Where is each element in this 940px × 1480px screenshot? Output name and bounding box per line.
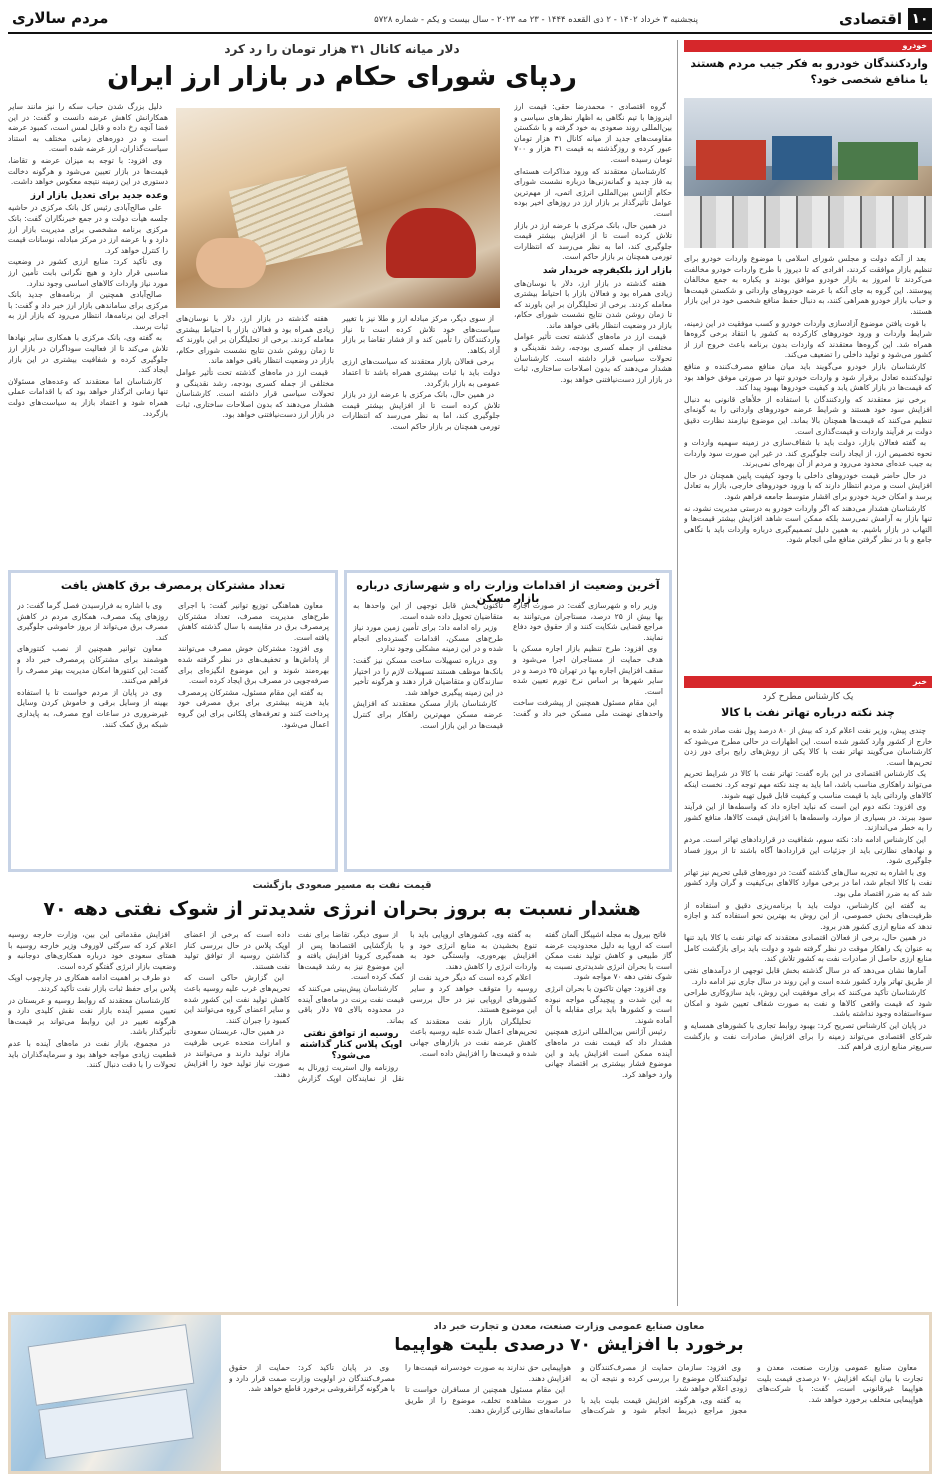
side-bottom-tag-bar <box>684 676 932 688</box>
paragraph: وی افزود: نکته دوم این است که نباید اجازه داد که واسطه‌ها از این فرآیند سود ببرند. در بسیاری از موارد، واسطه‌ها با افزایش قیمت کالاها، منافع کشور را به خطر می‌اندازند. <box>684 802 932 833</box>
page-header <box>8 6 932 34</box>
oil-subhead: روسیه از توافق نفتی اوپک پلاس کنار گذاشته می‌شود؟ <box>299 1029 403 1061</box>
housing-title: آخرین وضعیت از اقدامات وزارت راه و شهرسازی درباره بازار مسکن <box>356 579 660 605</box>
paragraph: آمارها نشان می‌دهد که در سال گذشته بخش قابل توجهی از درآمدهای نفتی از طریق تهاتر وارد کشور شده است و این روند در سال جاری نیز ادامه دارد. <box>684 966 932 986</box>
oil-title: هشدار نسبت به بروز بحران انرژی شدیدتر از شوک نفتی دهه ۷۰ <box>43 898 641 920</box>
paragraph: برخی فعالان بازار معتقدند که سیاست‌های ارزی دولت باید با ثبات بیشتری همراه باشد تا اعتماد عمومی به بازار بازگردد. <box>342 357 500 388</box>
paragraph: وی افزود: سازمان حمایت از مصرف‌کنندگان و تولیدکنندگان موضوع را بررسی کرده و نتیجه آن به زودی اعلام خواهد شد. <box>581 1363 747 1394</box>
electric-body <box>17 601 329 865</box>
paragraph: در همین حال، برخی از فعالان اقتصادی معتقدند که تهاتر نفت با کالا باید تنها به عنوان یک راهکار موقت در نظر گرفته شود و دولت باید برای بازگشت کامل منابع ارزی حاصل از صادرات نفت به کشور تلاش کند. <box>684 933 932 964</box>
paragraph: به گفته این کارشناس، دولت باید با برنامه‌ریزی دقیق و استفاده از ظرفیت‌های بخش خصوصی، از این روش به بهترین نحو استفاده کند و اجازه ندهد که منابع ارزی کشور هدر برود. <box>684 900 932 931</box>
flight-kicker: معاون صنایع عمومی وزارت صنعت، معدن و تجارت خبر داد <box>433 1321 705 1332</box>
paragraph: این کارشناس ادامه داد: نکته سوم، شفافیت در قراردادهای تهاتر است. مردم و نهادهای نظارتی باید از جزئیات این قراردادها آگاه باشند تا از بروز فساد جلوگیری شود. <box>684 834 932 866</box>
paragraph: برخی نیز معتقدند که واردکنندگان با استفاده از خلأهای قانونی به دنبال افزایش سود خود هستند و شرایط عرضه خودروهای وارداتی را به گونه‌ای تنظیم می‌کنند که قیمت‌ها همچنان بالا بماند. این موضوع نیازمند نظارت دقیق دولت بر فرآیند واردات و قیمت‌گذاری است. <box>684 394 932 436</box>
newspaper-name: مردم سالاری <box>12 9 109 27</box>
paragraph: رئیس آژانس بین‌المللی انرژی همچنین هشدار داد که قیمت نفت در ماه‌های آینده ممکن است افزایش یابد و این موضوع فشار بیشتری بر اقتصاد جهانی وارد خواهد کرد. <box>545 1027 672 1079</box>
paragraph: به گفته فعالان بازار، دولت باید با شفاف‌سازی در زمینه سهمیه واردات و نحوه تخصیص ارز، از ایجاد رانت جلوگیری کند. در غیر این صورت سود واردات به جیب عده‌ای محدود می‌رود و مردم از آن بهره‌ای نمی‌برند. <box>684 438 932 469</box>
side-bottom-title: چند نکته درباره تهاتر نفت با کالا <box>721 706 895 719</box>
paragraph: فاتح بیرول به مجله اشپیگل آلمان گفته است که اروپا به دلیل محدودیت عرضه گاز طبیعی و کاهش تولید نفت ممکن است با بحران انرژی شدیدتری نسبت به شوک نفتی دهه ۷۰ مواجه شود. <box>545 930 672 982</box>
side-top-tag-bar <box>684 40 932 52</box>
paragraph: وزیر راه و شهرسازی گفت: در صورت اجاره بها بیش از ۲۵ درصد، مستاجران می‌توانند به مراجع قضایی شکایت کنند و از حقوق خود دفاع نمایند. <box>513 601 663 642</box>
paragraph: کارشناسان بازار مسکن معتقدند که افزایش عرضه مسکن مهم‌ترین راهکار برای کنترل قیمت‌ها در این بازار است. <box>353 699 503 730</box>
lead-title: ردپای شورای حکام در بازار ارز ایران <box>107 62 577 92</box>
section-name: اقتصادی <box>839 10 902 28</box>
photo-hand <box>196 238 266 288</box>
side-top-title: واردکنندگان خودرو به فکر جیب مردم هستند یا منافع شخصی خود؟ <box>690 57 928 86</box>
car-import-photo <box>684 98 932 248</box>
housing-box <box>344 570 672 872</box>
paragraph: به گفته وی، هرگونه افزایش قیمت بلیت باید با مجوز مراجع ذیربط انجام شود و شرکت‌های هواپیمایی حق ندارند به صورت خودسرانه قیمت‌ها را افزایش دهند. <box>405 1363 747 1416</box>
oil-article <box>8 878 672 1306</box>
photo-container <box>772 136 832 180</box>
side-bottom-body <box>684 726 932 1304</box>
boarding-pass-photo <box>11 1315 221 1471</box>
paragraph: صالح‌آبادی همچنین از برنامه‌های جدید بانک مرکزی برای ساماندهی بازار ارز خبر داد و گفت: با اجرای این برنامه‌ها، انتظار می‌رود که بازار ارز به ثبات برسد. <box>8 290 168 331</box>
side-top-article <box>684 40 932 670</box>
lead-subhead-2: وعده جدید برای تعدیل بازار ارز <box>30 190 168 201</box>
paragraph: با قوت یافتن موضوع آزادسازی واردات خودرو و کسب موفقیت در این زمینه، شرایط واردات و ورود خودروهای کارکرده به کشور با انتقاد برخی گروه‌ها همراه شد. این گروه‌ها معتقدند که واردات بدون برنامه باعث خروج ارز از کشور می‌شود و تولید داخلی را تضعیف می‌کند. <box>684 318 932 360</box>
paragraph: وزیر راه ادامه داد: برای تأمین زمین مورد نیاز طرح‌های مسکن، اقدامات گسترده‌ای انجام شده و در این زمینه مشکلی وجود ندارد. <box>353 623 503 654</box>
lead-body-mid <box>176 314 500 560</box>
paragraph: به گفته این مقام مسئول، مشترکان پرمصرف باید هزینه بیشتری برای برق مصرفی خود پرداخت کنند و تعرفه‌های پلکانی برای این گروه اعمال می‌شود. <box>178 687 329 729</box>
electric-title: تعداد مشترکان پرمصرف برق کاهش یافت <box>60 579 286 592</box>
side-bottom-tag: خبر <box>908 676 932 687</box>
paragraph: بعد از آنکه دولت و مجلس شورای اسلامی با موضوع واردات خودرو برای تنظیم بازار موافقت کردند، افرادی که تا دیروز با طرح واردات خودرو مخالفت می‌کردند تا امروز به بازار خودرو موافق بودند و یکباره به جمع مخالفان پیوستند. این گروه به جای آنکه با عرضه خودروهای وارداتی و شکستن قیمت‌ها و حباب بازار خودرو همراهی کنند، به دنبال حفظ منافع شخصی خود در این بازار هستند. <box>684 254 932 316</box>
oil-body-left <box>8 930 176 1306</box>
lead-body-right <box>514 102 672 560</box>
paragraph: وی با اشاره به تجربه سال‌های گذشته گفت: در دوره‌های قبلی تحریم نیز تهاتر نفت با کالا انجام شد، اما در برخی موارد کالاهای بی‌کیفیت و گران وارد کشور شد که به ضرر اقتصاد ملی بود. <box>684 867 932 898</box>
paragraph: هفته گذشته در بازار ارز، دلار با نوسان‌های زیادی همراه بود و فعالان بازار با احتیاط بیشتری معامله کردند. برخی از تحلیلگران بر این باورند که تا زمان روشن شدن نتایج نشست شورای حکام، بازار در وضعیت انتظار باقی خواهد ماند. <box>514 278 672 330</box>
flight-article <box>8 1312 932 1474</box>
paragraph: به گفته وی، بانک مرکزی با همکاری سایر نهادها تلاش می‌کند تا از فعالیت سوداگران در بازار ارز جلوگیری کرده و شفافیت بیشتری در این بازار ایجاد کند. <box>8 333 168 375</box>
photo-container <box>838 142 918 180</box>
paragraph: این گزارش حاکی است که تحریم‌های غرب علیه روسیه باعث کاهش تولید نفت این کشور شده و سایر اعضای گروه می‌توانند این کمبود را جبران کنند. <box>184 973 290 1025</box>
housing-body <box>353 601 663 865</box>
paragraph: دلیل بزرگ شدن حباب سکه را نیز مانند سایر همکارانش کاهش عرضه دانست و گفت: در این فضا آنچه رخ داده و قابل لمس است، کمبود عرضه است و در دوره‌های زمانی مختلف به استناد سیاست‌گذاران، ارز عرضه شده است. <box>8 102 168 154</box>
paragraph: کارشناسان اما معتقدند که وعده‌های مسئولان تنها زمانی اثرگذار خواهد بود که با اقدامات عملی همراه شود و اعتماد بازار به سیاست‌های دولت بازگردد. <box>8 376 168 418</box>
oil-kicker: قیمت نفت به مسیر صعودی بازگشت <box>252 880 432 891</box>
paragraph: علی صالح‌آبادی رئیس کل بانک مرکزی در حاشیه جلسه هیأت دولت و در جمع خبرنگاران گفت: بانک مرکزی برنامه مشخصی برای مدیریت بازار ارز دارد و با عرضه ارز در مرکز مبادله، نوسانات قیمت را کنترل خواهد کرد. <box>8 203 168 255</box>
flight-title: برخورد با افزایش ۷۰ درصدی بلیت هواپیما <box>394 1335 744 1355</box>
paragraph: وی افزود: جهان تاکنون با بحران انرژی به این شدت و پیچیدگی مواجه نبوده است و کشورها باید برای مقابله با آن آماده شوند. <box>545 983 672 1025</box>
paragraph: در مجموع، بازار نفت در ماه‌های آینده با عدم قطعیت زیادی مواجه خواهد بود و سرمایه‌گذاران باید تحولات را با دقت دنبال کنند. <box>8 1038 176 1070</box>
paragraph: در همین حال، بانک مرکزی با عرضه ارز در بازار تلاش کرده است تا از افزایش بیشتر قیمت جلوگیری کند، اما به نظر می‌رسد که انتظارات تورمی همچنان بر بازار حاکم است. <box>342 390 500 431</box>
oil-body-right <box>410 930 672 1306</box>
paragraph: وی در پایان تأکید کرد: حمایت از حقوق مصرف‌کنندگان در اولویت وزارت صمت قرار دارد و با هرگونه گرانفروشی برخورد قاطع خواهد شد. <box>229 1363 395 1394</box>
paragraph: وی تأکید کرد: منابع ارزی کشور در وضعیت مناسبی قرار دارد و هیچ نگرانی بابت تأمین ارز مورد نیاز واردات کالاهای اساسی وجود ندارد. <box>8 257 168 288</box>
paragraph: به گفته وی، کشورهای اروپایی باید با تنوع بخشیدن به منابع انرژی خود و افزایش بهره‌وری، وابستگی خود به واردات انرژی را کاهش دهند. <box>410 930 537 971</box>
paragraph: وی افزود: طرح تنظیم بازار اجاره مسکن با هدف حمایت از مستاجران اجرا می‌شود و سقف افزایش اجاره بها در تهران ۲۵ درصد و در سایر شهرها بر اساس نرخ تورم تعیین شده است. <box>513 644 663 696</box>
paragraph: کارشناسان بازار خودرو می‌گویند باید میان منافع مصرف‌کننده و منافع تولیدکننده تعادل برقرار شود و واردات خودرو تنها در صورتی موفق خواهد بود که قیمت‌ها در بازار کاهش یابد و کیفیت خودروها بهبود پیدا کند. <box>684 361 932 393</box>
photo-container <box>696 140 766 180</box>
side-bottom-kicker: یک کارشناس مطرح کرد <box>762 692 854 702</box>
paragraph: کارشناسان تأکید می‌کنند که برای موفقیت این روش، باید سازوکاری طراحی شود که قیمت واقعی کالاها و نفت به صورت شفاف تعیین شود و امکان سوءاستفاده وجود نداشته باشد. <box>684 988 932 1019</box>
paragraph: افزایش مقدماتی این بین، وزارت خارجه روسیه اعلام کرد که سرگئی لاوروف وزیر خارجه روسیه با همتای سعودی خود درباره همکاری‌های دوجانبه و وضعیت بازار انرژی گفتگو کرده است. <box>8 930 176 971</box>
lead-kicker: دلار میانه کانال ۳۱ هزار تومان را رد کرد <box>224 42 460 56</box>
lead-body-left <box>8 102 168 560</box>
paragraph: روزنامه وال استریت ژورنال به نقل از نمایندگان اوپک گزارش داده است که برخی از اعضای اوپک پلاس در حال بررسی کنار گذاشتن روسیه از توافق تولید نفت هستند. <box>184 930 404 1083</box>
flight-body <box>229 1363 923 1467</box>
lead-article <box>8 40 672 560</box>
paragraph: معاون صنایع عمومی وزارت صنعت، معدن و تجارت با بیان اینکه افزایش ۷۰ درصدی قیمت بلیت هواپیما غیرقانونی است، گفت: با شرکت‌های هواپیمایی متخلف برخورد خواهد شد. <box>757 1363 923 1404</box>
paragraph: در همین حال، عربستان سعودی و امارات متحده عربی ظرفیت مازاد تولید دارند و می‌توانند در صورت نیاز تولید خود را افزایش دهند. <box>184 1027 290 1079</box>
paragraph: هفته گذشته در بازار ارز، دلار با نوسان‌های زیادی همراه بود و فعالان بازار با احتیاط بیشتری معامله کردند. برخی از تحلیلگران بر این باورند که تا زمان روشن شدن نتایج نشست شورای حکام، بازار در وضعیت انتظار باقی خواهد ماند. <box>176 314 334 366</box>
paragraph: قیمت ارز در ماه‌های گذشته تحت تأثیر عوامل مختلفی از جمله کسری بودجه، رشد نقدینگی و تحولات سیاسی قرار داشته است. کارشناسان هشدار می‌دهند که بدون اصلاحات ساختاری، ثبات در بازار ارز دست‌نیافتنی خواهد بود. <box>176 367 334 420</box>
paragraph: تحلیلگران بازار نفت معتقدند که تحریم‌های اعمال شده علیه روسیه باعث کاهش عرضه نفت در بازارهای جهانی شده و قیمت‌ها را افزایش داده است. <box>410 1016 537 1058</box>
paragraph: کارشناسان معتقدند که روابط روسیه و عربستان در تعیین مسیر آینده بازار نفت نقش کلیدی دارد و هرگونه تغییر در این روابط می‌تواند بر قیمت‌ها تأثیرگذار باشد. <box>8 995 176 1037</box>
side-top-tag: خودرو <box>898 40 932 51</box>
paragraph: گروه اقتصادی - محمدرضا حقی: قیمت ارز اینروزها با تیم نگاهی به اظهار نظرهای سیاسی و بین‌المللی روند صعودی به خود گرفته و با شکستن مقاومت‌های جدید از میانه کانال ۳۱ هزار تومان عبور کرده و روزگذشته به قیمت ۳۱ هزار و ۷۰۰ تومان رسیده است. <box>514 102 672 164</box>
paragraph: وی با اشاره به فرارسیدن فصل گرما گفت: در روزهای پیک مصرف، همکاری مردم در کاهش مصرف برق می‌تواند از بروز خاموشی جلوگیری کند. <box>17 601 168 642</box>
paragraph: اعلام کرده است که دیگر خرید نفت از روسیه را متوقف خواهد کرد و سایر کشورهای اروپایی نیز در حال بررسی این موضوع هستند. <box>410 973 537 1015</box>
photo-sleeve <box>386 208 476 278</box>
page-number: ۱۰ <box>911 11 929 27</box>
paragraph: وی در پایان از مردم خواست تا با استفاده بهینه از وسایل برقی و خاموش کردن وسایل غیرضروری در ساعات اوج مصرف، به پایداری شبکه برق کمک کنند. <box>17 687 168 729</box>
electric-box <box>8 570 338 872</box>
currency-exchange-photo <box>176 108 500 308</box>
paragraph: از سوی دیگر، تقاضا برای نفت با بازگشایی اقتصادها پس از همه‌گیری کرونا افزایش یافته و این موضوع نیز به رشد قیمت‌ها کمک کرده است. <box>298 930 404 982</box>
paragraph: معاون توانیر همچنین از نصب کنتورهای هوشمند برای مشترکان پرمصرف خبر داد و گفت: این کنتورها امکان مدیریت بهتر مصرف را فراهم می‌کنند. <box>17 644 168 686</box>
paragraph: وی درباره تسهیلات ساخت مسکن نیز گفت: بانک‌ها موظف هستند تسهیلات لازم را در اختیار سازندگان و متقاضیان قرار دهند و هرگونه تأخیر در این زمینه پیگیری خواهد شد. <box>353 655 503 697</box>
column-divider <box>677 40 678 1306</box>
paragraph: این مقام مسئول همچنین از پیشرفت ساخت واحدهای نهضت ملی مسکن خبر داد و گفت: تاکنون بخش قابل توجهی از این واحدها به متقاضیان تحویل داده شده است. <box>353 601 663 718</box>
paragraph: چندی پیش، وزیر نفت اعلام کرد که بیش از ۸۰ درصد پول نفت صادر شده به خارج از کشور وارد کشور شده است. این اظهارات در حالی مطرح می‌شود که کارشناسان می‌گویند تهاتر نفت با کالا یکی از روش‌های رایج برای دور زدن تحریم‌ها است. <box>684 726 932 767</box>
paragraph: معاون هماهنگی توزیع توانیر گفت: با اجرای طرح‌های مدیریت مصرف، تعداد مشترکان پرمصرف برق در مقایسه با سال گذشته کاهش یافته است. <box>178 601 329 642</box>
paragraph: این مقام مسئول همچنین از مسافران خواست تا در صورت مشاهده تخلف، موضوع را از طریق سامانه‌های نظارتی گزارش دهند. <box>405 1385 571 1416</box>
paragraph: وی افزود: با توجه به میزان عرضه و تقاضا، قیمت‌ها در بازار تعیین می‌شود و هرگونه دخالت دستوری در این زمینه نتیجه معکوس خواهد داشت. <box>8 155 168 187</box>
paragraph: در حال حاضر قیمت خودروهای داخلی با وجود کیفیت پایین همچنان در حال افزایش است و مردم انتظار دارند که با ورود خودروهای خارجی، بازار به تعادل برسد و امکان خرید خودرو برای اقشار متوسط جامعه فراهم شود. <box>684 470 932 502</box>
paragraph: کارشناسان هشدار می‌دهند که اگر واردات خودرو به درستی مدیریت نشود، نه تنها بازار به آرامش نمی‌رسد بلکه ممکن است شاهد افزایش بیشتر قیمت‌ها و التهاب در بازار باشیم. به همین دلیل تصمیم‌گیری درباره واردات باید با نگاهی جامع و با در نظر گرفتن منافع ملی انجام شود. <box>684 503 932 545</box>
paragraph: دو طرف بر اهمیت ادامه همکاری در چارچوب اوپک پلاس برای حفظ ثبات بازار نفت تأکید کردند. <box>8 973 176 993</box>
paragraph: وی افزود: مشترکان خوش مصرف می‌توانند از پاداش‌ها و تخفیف‌های در نظر گرفته شده بهره‌مند شوند و این موضوع انگیزه‌ای برای صرفه‌جویی در مصرف برق ایجاد کرده است. <box>178 644 329 686</box>
paragraph: قیمت ارز در ماه‌های گذشته تحت تأثیر عوامل مختلفی از جمله کسری بودجه، رشد نقدینگی و تحولات سیاسی قرار داشته است. کارشناسان هشدار می‌دهند که بدون اصلاحات ساختاری، ثبات در بازار ارز دست‌نیافتنی خواهد بود. <box>514 332 672 384</box>
paragraph: کارشناسان پیش‌بینی می‌کنند که قیمت نفت برنت در ماه‌های آینده در محدوده بالای ۷۵ دلار باقی بماند. <box>298 983 404 1025</box>
side-top-body <box>684 254 932 668</box>
paragraph: در همین حال، بانک مرکزی با عرضه ارز در بازار تلاش کرده است تا از افزایش بیشتر قیمت جلوگیری کند، اما به نظر می‌رسد که انتظارات تورمی همچنان بر بازار حاکم است. <box>514 220 672 262</box>
page-number-badge <box>908 8 932 30</box>
paragraph: در پایان این کارشناس تصریح کرد: بهبود روابط تجاری با کشورهای همسایه و شرکای اقتصادی می‌تواند زمینه را برای افزایش صادرات نفت و بازگشت سریع‌تر منابع ارزی فراهم کند. <box>684 1021 932 1052</box>
oil-body-middle <box>184 930 404 1306</box>
date-line: پنجشنبه ۳ خرداد ۱۴۰۲ - ۲ ذی القعده ۱۴۴۴ - ۲۳ مه ۲۰۲۳ - سال بیست و یکم - شماره ۵۷۲۸ <box>374 15 698 25</box>
photo-cars-row <box>684 196 932 248</box>
side-bottom-article <box>684 676 932 1306</box>
lead-subhead-1: بازار ارز بلکیفرچه خریدار شد <box>542 265 672 276</box>
paragraph: یک کارشناس اقتصادی در این باره گفت: تهاتر نفت با کالا در شرایط تحریم می‌تواند راهکاری مناسب باشد، اما باید به چند نکته مهم توجه کرد. نخست اینکه کالاهای وارداتی باید با قیمت مناسب و کیفیت قابل قبول تهیه شوند. <box>684 769 932 800</box>
paragraph: کارشناسان معتقدند که ورود مذاکرات هسته‌ای به فاز جدید و گمانه‌زنی‌ها درباره نشست شورای حکام آژانس بین‌المللی انرژی اتمی، از مهم‌ترین عوامل تأثیرگذار بر بازار ارز در روزهای اخیر بوده است. <box>514 166 672 218</box>
paragraph: از سوی دیگر، مرکز مبادله ارز و طلا نیز با تغییر سیاست‌های خود تلاش کرده است تا نیاز واردکنندگان را تأمین کند و از فشار تقاضا بر بازار آزاد بکاهد. <box>342 314 500 355</box>
